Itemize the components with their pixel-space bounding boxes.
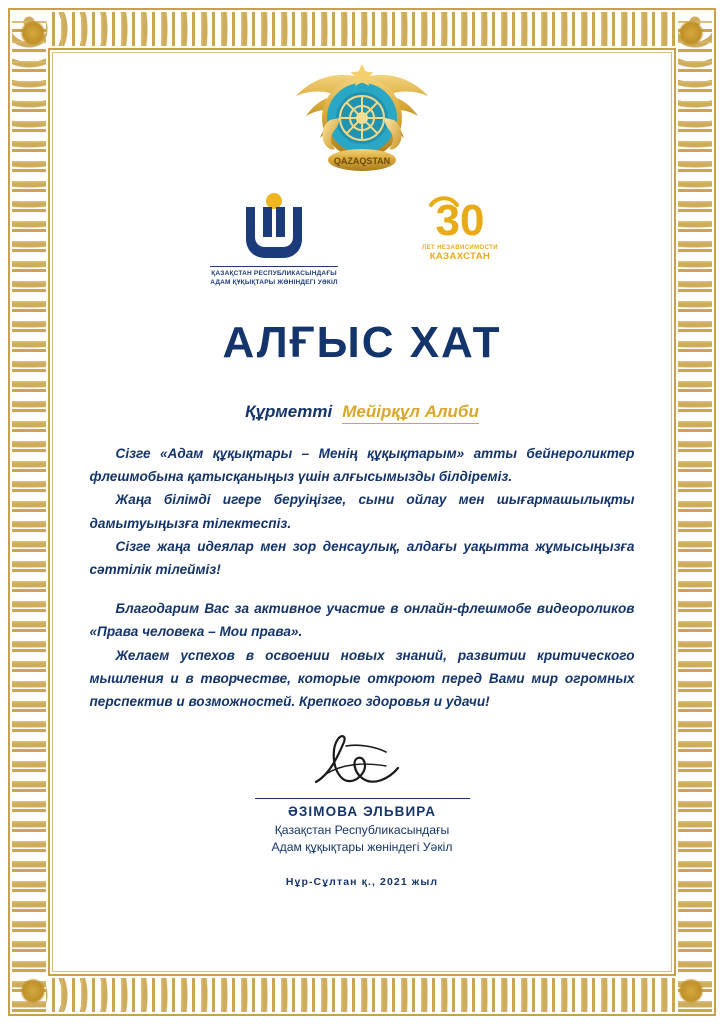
kazakhstan-state-emblem-icon — [272, 60, 452, 183]
letter-body — [90, 442, 635, 714]
paragraph-kk-3: Сізге жаңа идеялар мен зор денсаулық, алдағы уақытта жұмысыңызға сәттілік тілейміз! — [89, 539, 635, 578]
ornament-band-right — [678, 12, 712, 1012]
place-and-date: Нұр-Сұлтан қ., 2021 жыл — [285, 875, 439, 888]
signer-role-line1: Қазақстан Республикасындағы — [274, 822, 450, 837]
signer-role — [272, 822, 453, 856]
recipient-name: Мейірқұл Алиби — [342, 402, 479, 424]
ombudsman-caption-line2: АДАМ ҚҰҚЫҚТАРЫ ЖӨНІНДЕГІ УӘКІЛ — [210, 278, 338, 286]
independence-30-caption — [422, 245, 498, 262]
svg-text:30: 30 — [435, 196, 485, 243]
ornament-band-left — [12, 12, 46, 1012]
certificate-content — [58, 58, 666, 966]
svg-text:QAZAQSTAN: QAZAQSTAN — [333, 156, 391, 166]
signer-name: ӘЗІМОВА ЭЛЬВИРА — [287, 803, 437, 819]
ombudsman-emblem-icon — [234, 189, 314, 261]
paragraph-ru-1: Благодарим Вас за активное участие в онлайн-флешмобе видеороликов «Права человека – Мои права». — [89, 600, 635, 640]
signature-mark-icon — [302, 730, 422, 796]
ornament-band-bottom — [12, 978, 712, 1012]
salutation-greeting: Құрметті — [245, 401, 333, 421]
ombudsman-logo-caption — [210, 266, 338, 288]
paragraph-kk-1: Сізге «Адам құқықтары – Менің құқықтарым» атты бейнероликтер флешмобына қатысқаныңыз үшін алғысымызды білдіреміз. — [89, 445, 635, 484]
paragraph-spacer — [90, 582, 635, 597]
independence-30-logo — [395, 189, 525, 262]
page-title: АЛҒЫС ХАТ — [222, 317, 502, 367]
ornament-band-top — [12, 12, 712, 46]
ombudsman-caption-line1: ҚАЗАҚСТАН РЕСПУБЛИКАСЫНДАҒЫ — [211, 270, 337, 277]
thirty-years-icon — [417, 195, 503, 243]
logo-row — [199, 189, 525, 288]
signer-role-line2: Адам құқықтары жөніндегі Уәкіл — [271, 839, 453, 854]
paragraph-kk-2: Жаңа білімді игере беруіңізге, сыни ойлау мен шығармашылықты дамытуыңызға тілектеспіз. — [89, 492, 635, 531]
signature-rule — [255, 798, 470, 799]
ombudsman-logo — [199, 189, 349, 288]
independence-caption-line1: ЛЕТ НЕЗАВИСИМОСТИ — [422, 245, 498, 251]
salutation — [245, 402, 479, 424]
paragraph-ru-2: Желаем успехов в освоении новых знаний, развитии критического мышления и в творчестве, которые откроют перед Вами мир огромных перспектив и возможностей. Крепкого здоровья и удачи! — [89, 647, 635, 710]
independence-caption-line2: КАЗАХСТАН — [429, 251, 491, 262]
signature-block — [255, 730, 470, 888]
